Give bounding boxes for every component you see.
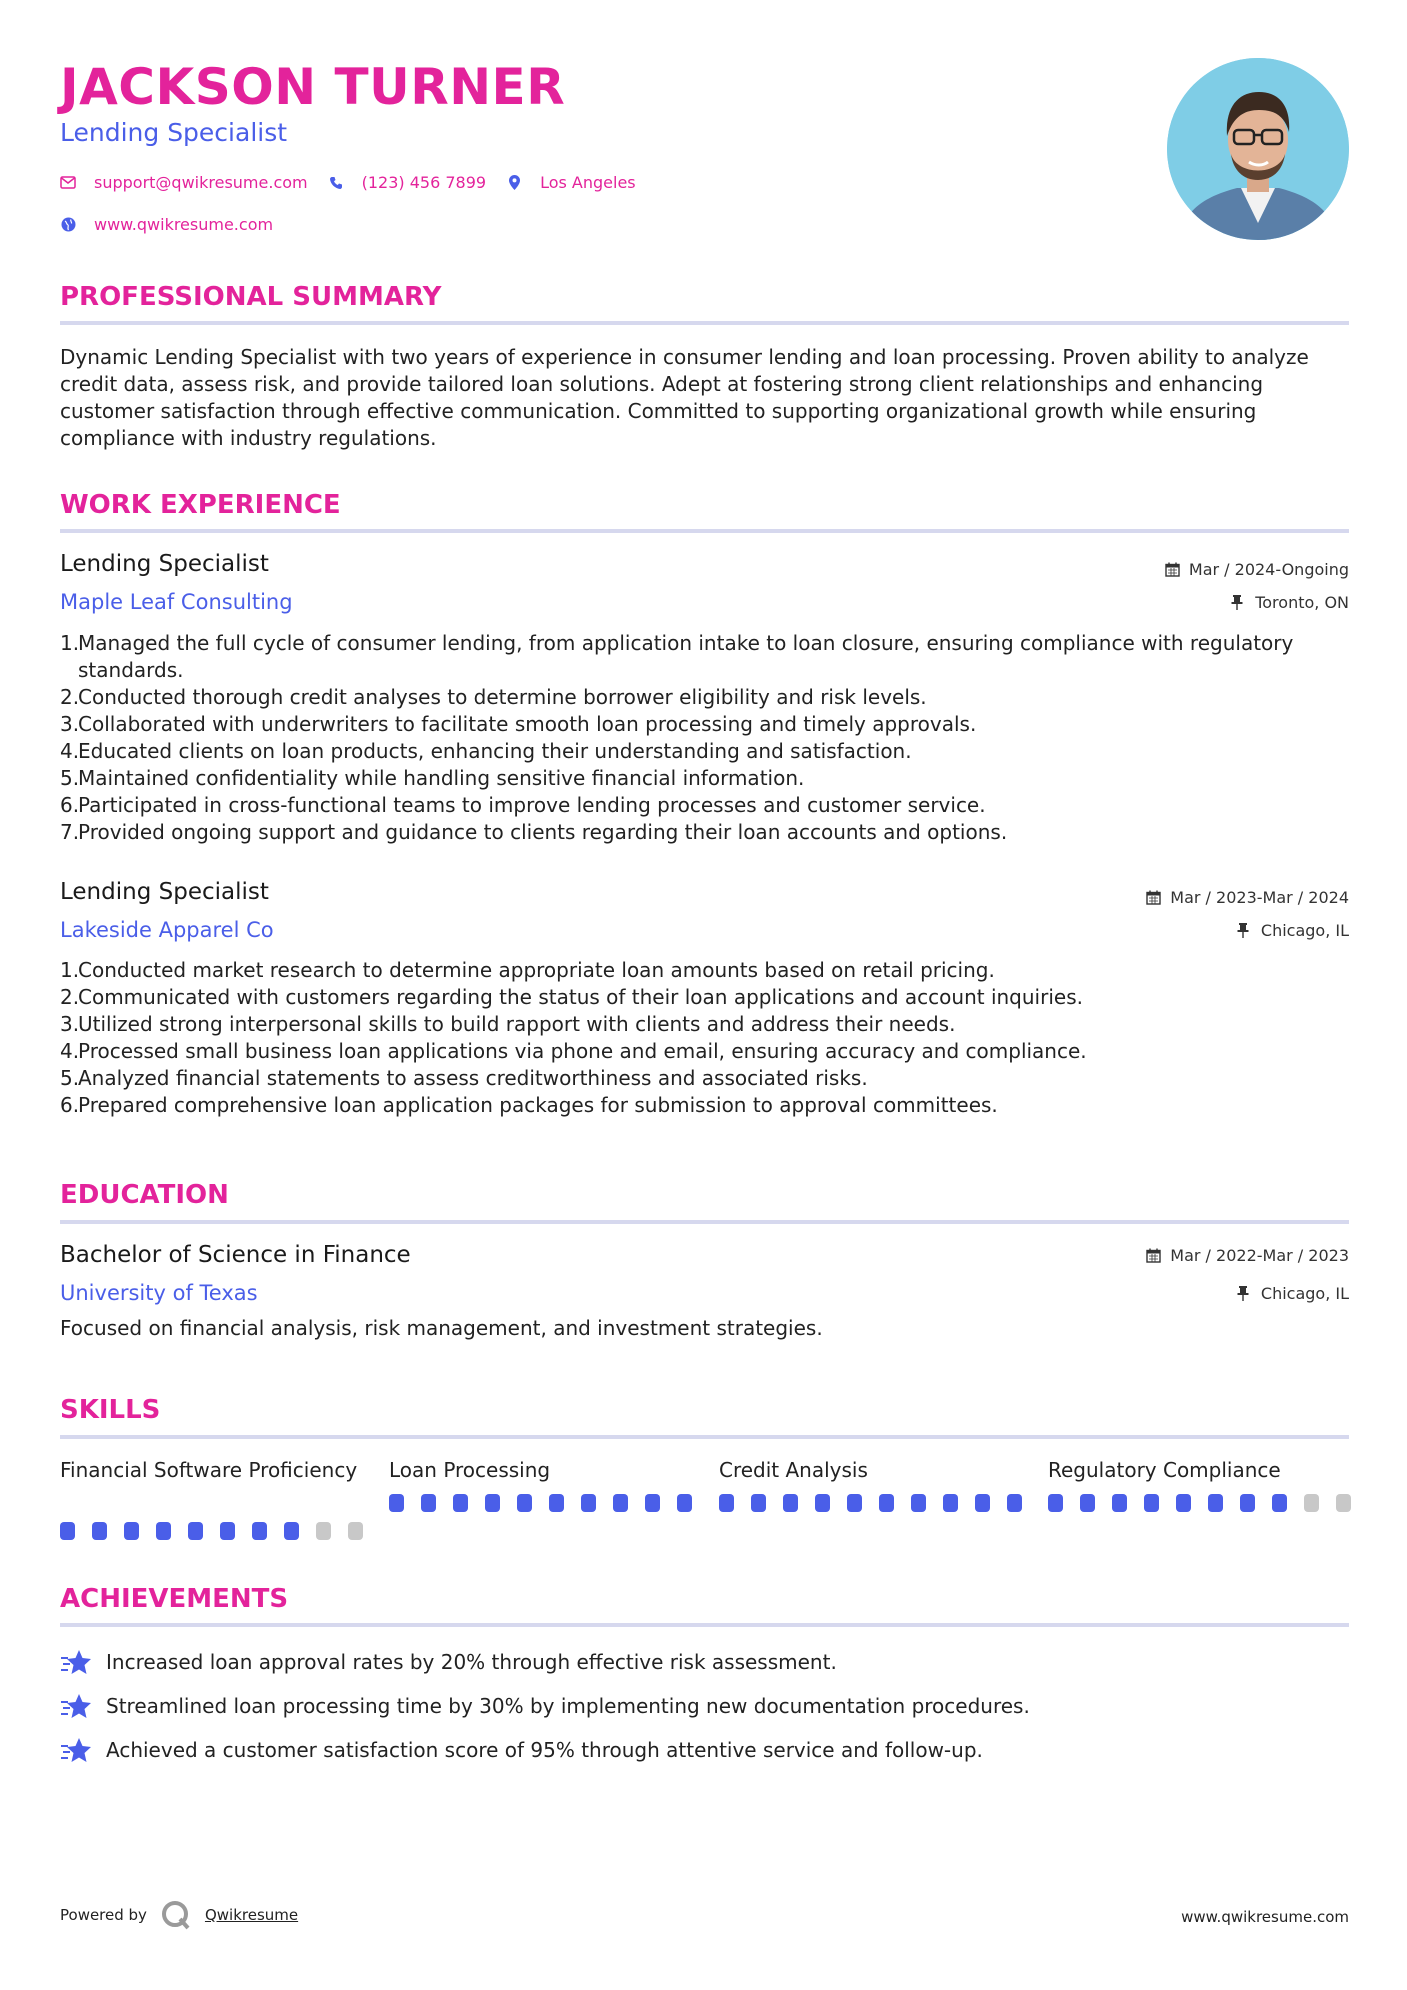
job-1-company: Maple Leaf Consulting (60, 590, 293, 614)
rating-dot-filled (581, 1494, 596, 1512)
skill-rating-3 (1048, 1494, 1368, 1512)
education-location-text: Chicago, IL (1260, 1284, 1349, 1303)
rating-dot-filled (1208, 1494, 1223, 1512)
skill-label: Regulatory Compliance (1048, 1458, 1281, 1482)
powered-by-label: Powered by (60, 1906, 147, 1924)
skill-financial-software (60, 1457, 360, 1511)
location-text: Los Angeles (540, 173, 636, 192)
job-2-bullets (60, 957, 1355, 1119)
job-1-dates-text: Mar / 2024-Ongoing (1188, 560, 1349, 579)
rating-dot-filled (1144, 1494, 1159, 1512)
job-2-company: Lakeside Apparel Co (60, 918, 274, 942)
list-item: 6. Participated in cross-functional teams to improve lending processes and customer service. (60, 793, 986, 817)
globe-icon (60, 217, 76, 233)
star-icon (60, 1692, 92, 1720)
rating-dot-filled (783, 1494, 798, 1512)
qwikresume-link[interactable]: Qwikresume (204, 1906, 299, 1924)
rating-dot-filled (719, 1494, 734, 1512)
skill-label: Financial Software Proficiency (60, 1458, 358, 1482)
list-item: 3. Collaborated with underwriters to facilitate smooth loan processing and timely approvals. (60, 712, 977, 736)
education-school: University of Texas (60, 1281, 258, 1305)
job-2-location (1237, 921, 1349, 940)
summary-heading: PROFESSIONAL SUMMARY (60, 282, 442, 312)
rating-dot-filled (284, 1522, 299, 1540)
achievements-divider (60, 1623, 1349, 1627)
rating-dot-filled (879, 1494, 894, 1512)
achievement-text: Increased loan approval rates by 20% through effective risk assessment. (106, 1650, 837, 1674)
contact-phone[interactable] (328, 173, 486, 192)
rating-dot-filled (1007, 1494, 1022, 1512)
rating-dot-filled (389, 1494, 404, 1512)
contact-row-website (60, 215, 293, 234)
rating-dot-filled (60, 1522, 75, 1540)
star-icon (60, 1648, 92, 1676)
footer-powered-by (60, 1900, 298, 1930)
rating-dot-filled (1048, 1494, 1063, 1512)
achievement-text: Streamlined loan processing time by 30% by implementing new documentation procedures. (106, 1694, 1030, 1718)
skill-rating-0 (60, 1522, 380, 1540)
rating-dot-filled (751, 1494, 766, 1512)
skills-divider (60, 1435, 1349, 1439)
job-1-location-text: Toronto, ON (1255, 593, 1349, 612)
rating-dot-filled (252, 1522, 267, 1540)
phone-icon (328, 175, 344, 191)
job-2-role: Lending Specialist (60, 879, 269, 905)
education-location (1237, 1284, 1349, 1303)
job-1-bullets (60, 630, 1355, 846)
rating-dot-filled (517, 1494, 532, 1512)
job-1-role: Lending Specialist (60, 551, 269, 577)
experience-heading: WORK EXPERIENCE (60, 490, 341, 520)
rating-dot-empty (1304, 1494, 1319, 1512)
candidate-name: JACKSON TURNER (60, 58, 566, 116)
rating-dot-filled (188, 1522, 203, 1540)
phone-text: (123) 456 7899 (361, 173, 487, 192)
rating-dot-filled (156, 1522, 171, 1540)
rating-dot-filled (1176, 1494, 1191, 1512)
education-dates-text: Mar / 2022-Mar / 2023 (1170, 1246, 1349, 1265)
rating-dot-filled (1272, 1494, 1287, 1512)
website-text: www.qwikresume.com (94, 215, 274, 234)
job-2-location-text: Chicago, IL (1260, 921, 1349, 940)
rating-dot-filled (645, 1494, 660, 1512)
job-2-dates (1146, 888, 1349, 907)
list-item: 1. Managed the full cycle of consumer lending, from application intake to loan closure, ensuring compliance with regulatory standards. (60, 631, 1294, 682)
contact-website[interactable] (60, 215, 273, 234)
list-item: 2. Communicated with customers regarding the status of their loan applications and account inquiries. (60, 985, 1083, 1009)
summary-divider (60, 321, 1349, 325)
rating-dot-filled (975, 1494, 990, 1512)
contact-location (506, 173, 636, 192)
footer-website[interactable]: www.qwikresume.com (1181, 1908, 1349, 1926)
candidate-title: Lending Specialist (60, 118, 288, 147)
calendar-icon (1146, 890, 1162, 906)
envelope-icon (60, 175, 76, 191)
job-2-dates-text: Mar / 2023-Mar / 2024 (1170, 888, 1349, 907)
job-1-dates (1165, 560, 1349, 579)
list-item: 1. Conducted market research to determine appropriate loan amounts based on retail pricing. (60, 958, 995, 982)
rating-dot-filled (485, 1494, 500, 1512)
rating-dot-filled (911, 1494, 926, 1512)
calendar-icon (1165, 562, 1181, 578)
list-item: 6. Prepared comprehensive loan application packages for submission to approval committees. (60, 1093, 998, 1117)
job-1-location (1231, 593, 1349, 612)
skill-rating-1 (389, 1494, 709, 1512)
education-heading: EDUCATION (60, 1180, 229, 1210)
rating-dot-empty (316, 1522, 331, 1540)
rating-dot-filled (815, 1494, 830, 1512)
rating-dot-filled (453, 1494, 468, 1512)
list-item: 4. Educated clients on loan products, enhancing their understanding and satisfaction. (60, 739, 912, 763)
rating-dot-filled (421, 1494, 436, 1512)
experience-divider (60, 529, 1349, 533)
education-degree: Bachelor of Science in Finance (60, 1242, 411, 1268)
qwikresume-logo-icon (161, 1900, 191, 1930)
rating-dot-filled (124, 1522, 139, 1540)
rating-dot-filled (943, 1494, 958, 1512)
skill-label: Credit Analysis (719, 1458, 868, 1482)
star-icon (60, 1736, 92, 1764)
rating-dot-filled (92, 1522, 107, 1540)
skill-rating-2 (719, 1494, 1039, 1512)
skill-label: Loan Processing (389, 1458, 551, 1482)
pushpin-icon (1231, 595, 1247, 611)
rating-dot-filled (549, 1494, 564, 1512)
summary-text: Dynamic Lending Specialist with two years of experience in consumer lending and loan processing. Proven ability to analyze credit data, assess risk, and provide tailored loan solutions. Adept at fostering strong client relationships and enhancing customer satisfaction through effective communication. Committed to supporting organizational growth while ensuring compliance with industry regulations. (60, 345, 1309, 450)
rating-dot-filled (1240, 1494, 1255, 1512)
list-item: 4. Processed small business loan applications via phone and email, ensuring accuracy and compliance. (60, 1039, 1087, 1063)
list-item: 2. Conducted thorough credit analyses to determine borrower eligibility and risk levels. (60, 685, 927, 709)
list-item: 5. Maintained confidentiality while handling sensitive financial information. (60, 766, 805, 790)
education-dates (1146, 1246, 1349, 1265)
rating-dot-filled (220, 1522, 235, 1540)
pushpin-icon (1237, 1286, 1253, 1302)
list-item: 3. Utilized strong interpersonal skills to build rapport with clients and address their needs. (60, 1012, 956, 1036)
rating-dot-filled (677, 1494, 692, 1512)
pushpin-icon (1237, 923, 1253, 939)
profile-photo (1167, 58, 1349, 240)
contact-row (60, 173, 656, 192)
achievement-text: Achieved a customer satisfaction score of 95% through attentive service and follow-up. (106, 1738, 983, 1762)
list-item: 7. Provided ongoing support and guidance to clients regarding their loan accounts and options. (60, 820, 1008, 844)
achievements-heading: ACHIEVEMENTS (60, 1584, 289, 1614)
rating-dot-filled (613, 1494, 628, 1512)
rating-dot-filled (1112, 1494, 1127, 1512)
education-description: Focused on financial analysis, risk management, and investment strategies. (60, 1316, 823, 1340)
calendar-icon (1146, 1248, 1162, 1264)
map-marker-icon (506, 175, 522, 191)
email-text: support@qwikresume.com (94, 173, 308, 192)
rating-dot-empty (348, 1522, 363, 1540)
achievement-item (60, 1648, 837, 1676)
rating-dot-filled (1080, 1494, 1095, 1512)
rating-dot-filled (847, 1494, 862, 1512)
skills-heading: SKILLS (60, 1395, 161, 1425)
education-divider (60, 1220, 1349, 1224)
achievement-item (60, 1736, 983, 1764)
list-item: 5. Analyzed financial statements to assess creditworthiness and associated risks. (60, 1066, 868, 1090)
rating-dot-empty (1336, 1494, 1351, 1512)
contact-email[interactable] (60, 173, 308, 192)
achievement-item (60, 1692, 1030, 1720)
